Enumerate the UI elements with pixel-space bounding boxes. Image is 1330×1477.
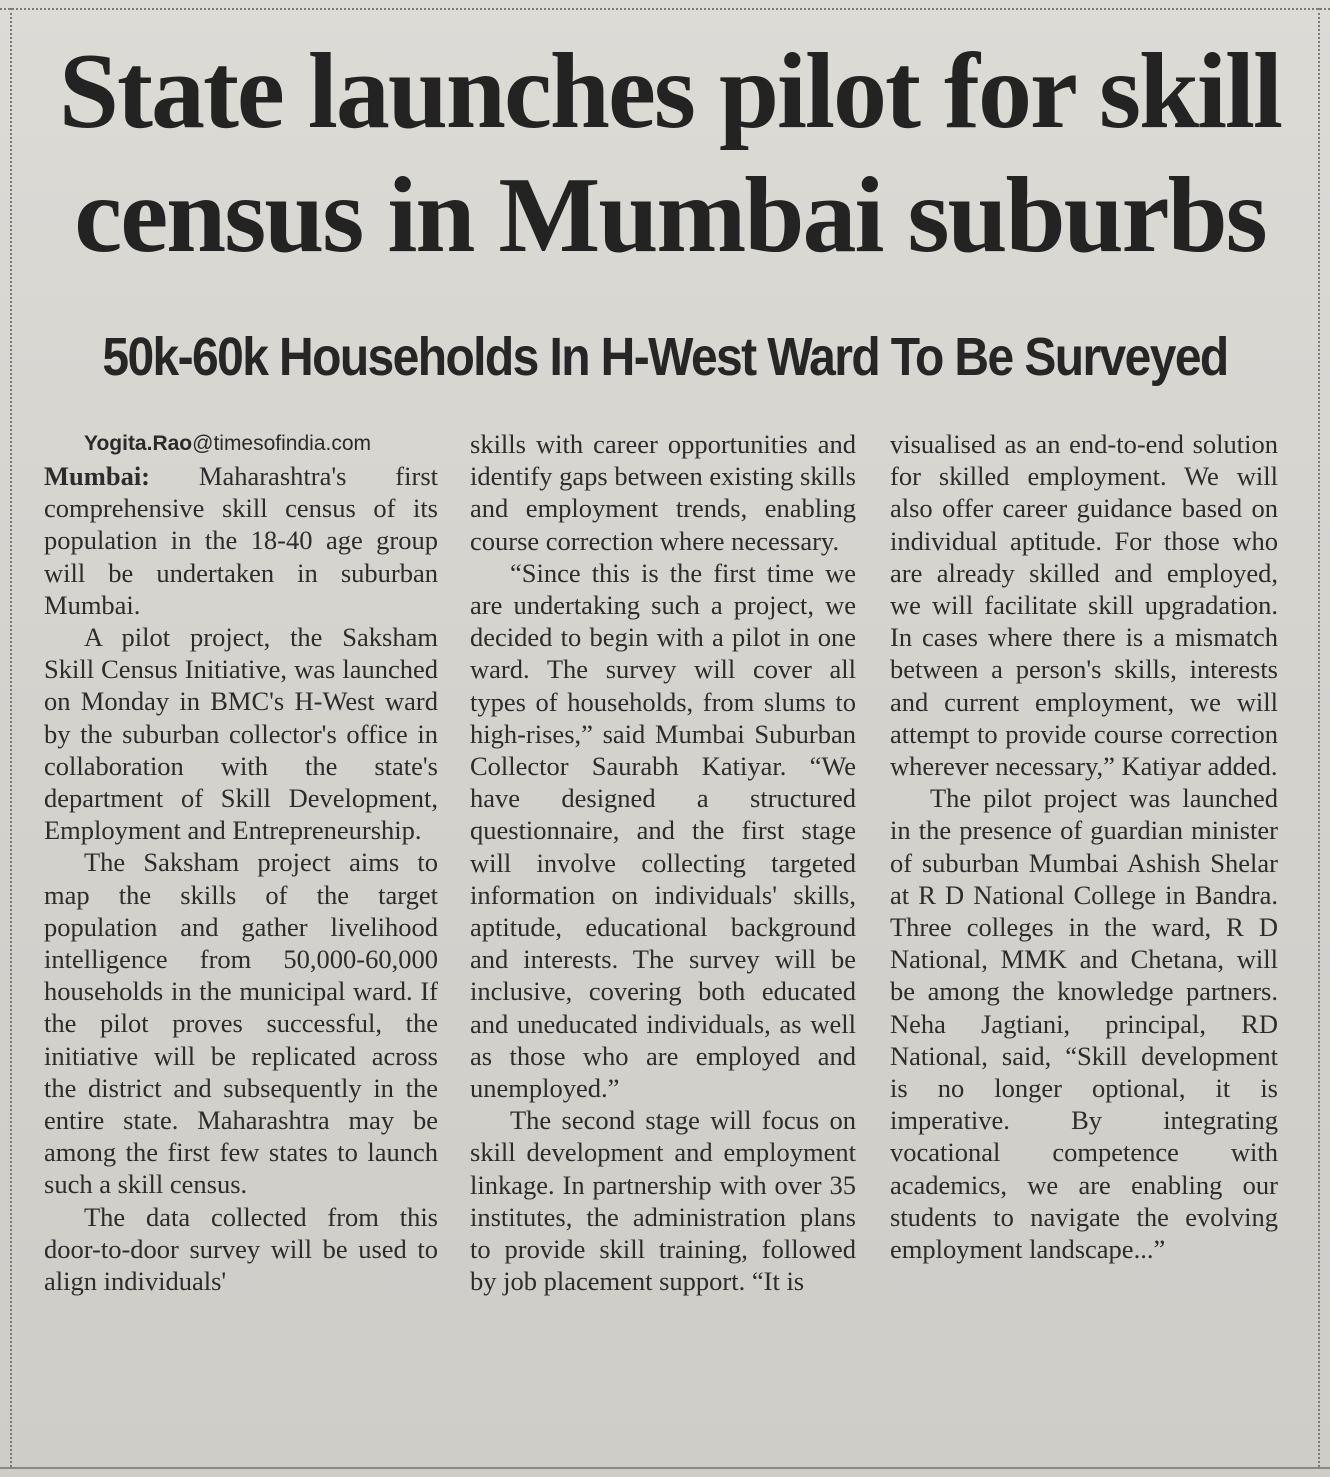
article-column-1 xyxy=(44,428,438,1447)
article-column-2 xyxy=(470,428,856,1447)
headline-line-1: State launches pilot for skill xyxy=(58,32,1282,151)
paragraph: The second stage will focus on skill development and employment linkage. In partnership with over 35 institutes, the administration plans to provide skill training, followed by job placement support. “It is xyxy=(470,1105,856,1297)
paragraph: The pilot project was launched in the presence of guardian minister of suburban Mumbai Ashish Shelar at R D National College in Bandra. Three colleges in the ward, R D National, MMK and Chetana, will be among the knowledge partners. Neha Jagtiani, principal, RD National, said, “Skill development is no longer optional, it is imperative. By integrating vocational competence with academics, we are enabling our students to navigate the evolving employment landscape...” xyxy=(890,783,1278,1265)
paragraph: skills with career opportunities and identify gaps between existing skills and employment trends, enabling course correction where necessary. xyxy=(470,429,856,556)
left-border-rule xyxy=(10,8,12,1467)
article-column-3 xyxy=(890,428,1278,1447)
paragraph: visualised as an end-to-end solution for skilled employment. We will also offer career guidance based on individual aptitude. For those who are already skilled and employed, we will facilitate skill upgradation. In cases where there is a mismatch between a person's skills, interests and current employment, we will attempt to provide course correction wherever necessary,” Katiyar added. xyxy=(890,429,1278,782)
headline xyxy=(40,30,1300,278)
paragraph: The data collected from this door-to-door survey will be used to align individuals' xyxy=(44,1201,438,1297)
paragraph-text: Maharashtra's first comprehensive skill census of its population in the 18-40 age group will be undertaken in suburban Mumbai. xyxy=(44,461,438,620)
dateline: Mumbai: xyxy=(44,461,150,491)
right-border-rule xyxy=(1318,8,1320,1467)
byline-domain: @timesofindia.com xyxy=(192,432,372,455)
byline xyxy=(44,428,438,460)
subheadline: 50k-60k Households In H-West Ward To Be Surveyed xyxy=(102,327,1228,388)
paragraph: “Since this is the first time we are undertaking such a project, we decided to begin with a pilot in one ward. The survey will cover all types of households, from slums to high-rises,” said Mumbai Suburban Collector Saurabh Katiyar. “We have designed a structured questionnaire, and the first stage will involve collecting targeted information on individuals' skills, aptitude, educational background and interests. The survey will be inclusive, covering both educated and uneducated individuals, as well as those who are employed and unemployed.” xyxy=(470,557,856,1104)
headline-line-2: census in Mumbai suburbs xyxy=(74,156,1266,275)
top-border-rule xyxy=(0,8,1330,10)
paragraph: A pilot project, the Saksham Skill Census Initiative, was launched on Monday in BMC's H-West ward by the suburban collector's office in collaboration with the state's department of Skill Development, Employment and Entrepreneurship. xyxy=(44,622,438,846)
byline-name: Yogita.Rao xyxy=(84,432,193,455)
paragraph xyxy=(44,460,438,621)
bottom-border-rule xyxy=(0,1467,1330,1469)
paragraph: The Saksham project aims to map the skills of the target population and gather livelihood intelligence from 50,000-60,000 households in the municipal ward. If the pilot proves successful, the initiative will be replicated across the district and subsequently in the entire state. Maharashtra may be among the first few states to launch such a skill census. xyxy=(44,847,438,1200)
